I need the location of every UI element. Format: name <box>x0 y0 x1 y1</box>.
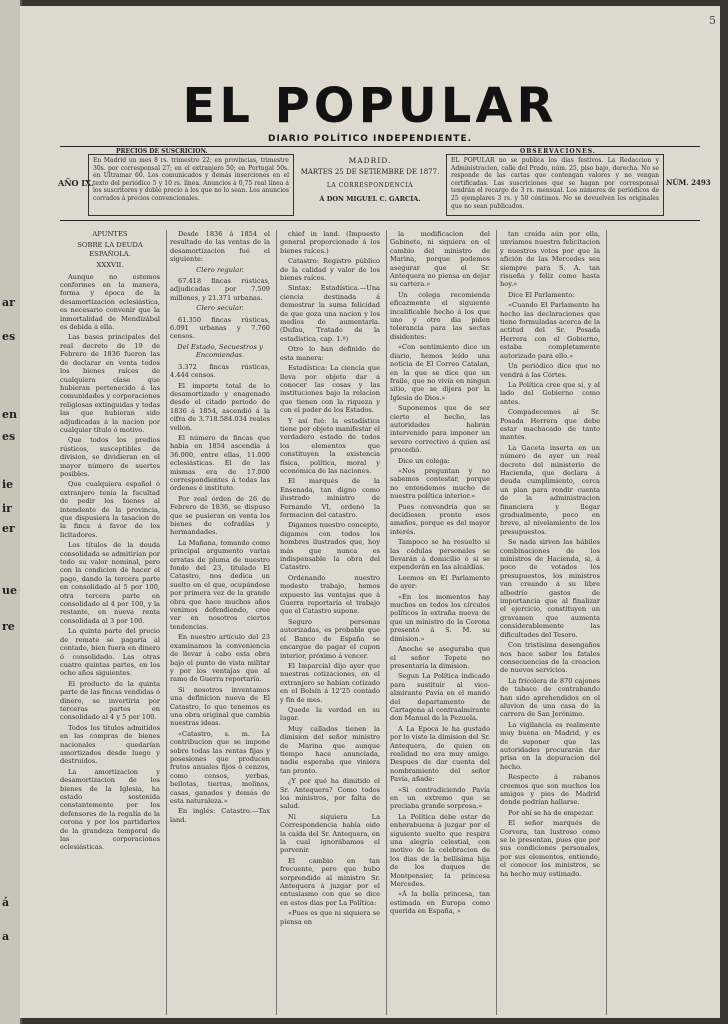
paragraph: Dice un colega: <box>398 456 450 465</box>
paragraph: Si nosotros inventamos una definicion nueva de El Catastro, lo que tenemos es una obra original que cambia nuestras ideas. <box>170 685 270 728</box>
column-2 <box>170 230 270 1010</box>
paragraph: El señor marqués de Corvera, tan lustroso como se le presentan, pues que por sus condiciones personales, por sus elementos, entiendo, el conocer los ministros, se ha hecho muy estimado. <box>500 819 600 878</box>
paragraph: La Política debe estar de enhorabuena á juzgar por el siguiente suelto que respira una alegría celestial, con motivo de la celebracion de los dias de la bellísima hija de los duques de Montpensier, la princesa Mercedes. <box>390 812 490 889</box>
paragraph: Suponemos que de ser cierto el hecho, las autoridades habrán intervenido para imponer un severo correctivo á quien así procedió. <box>390 404 490 455</box>
column-divider <box>166 230 167 1015</box>
paragraph: Se nada sirven las hábiles combinaciones de los ministros de Hacienda, si, á poco de votados los presupuestos, los ministros van creando á su libre albedrío gastos de importancia que al finalizar el ejercicio, constituyen un gravamen que aumenta considerablemente las dificultades del Tesoro. <box>500 538 600 639</box>
paragraph: Estadística: La ciencia que lleva por objeto dar á conocer las cosas y las instituciones bajo la relacion que tienen con la riqueza y con el poder de los Estados. <box>280 364 380 415</box>
column-1 <box>60 230 160 1010</box>
prev-page-fragment: re <box>2 620 15 633</box>
paragraph: «Si contradiciendo Pavía en un extremo que se preciaba grande sorpresa.» <box>390 785 490 811</box>
paragraph: La Política cree que si, y al lado del Gobierno como antes. <box>500 380 600 406</box>
paragraph: Ni siquiera La Correspondencia había oido la caída del Sr. Antequera, en la cual ignorábamos el porvenir. <box>280 812 380 855</box>
newspaper-page <box>20 6 720 1018</box>
issue-number: NÚM. 2493 <box>666 178 711 187</box>
paragraph: El marqués de la Ensenada, tan digno como ilustrado ministro de Fernando VI, ordenó la formacion del catastro. <box>280 477 380 519</box>
paragraph: Tampoco se ha resuelto si las cédulas personales se llevarán á domicilio ó si se expenderán en las alcaldías. <box>390 538 490 572</box>
column-3 <box>280 230 380 1010</box>
paragraph: «Pues es que ni siquiera se piensa en <box>280 909 380 926</box>
section-heading: Del Estado, Secuestros y Encomiendas. <box>177 342 263 360</box>
paragraph: Leemos en El Parlamento de ayer: <box>390 573 490 591</box>
precios-box <box>88 154 294 216</box>
paragraph: Aunque no estemos conformes en la manera, forma y época de la desamortizacion eclesiástica, es necesario convenir que la inmortalidad de Mendizábal es debida á ella. <box>60 272 160 332</box>
observaciones-title: OBSERVACIONES. <box>520 148 596 155</box>
table-text: 3.372 fincas rústicas, 4.444 censos. <box>170 362 270 380</box>
paragraph: ¿Y por qué ha dimitido el Sr. Antequera? Como todos los ministros, por falta de salud. <box>280 777 380 811</box>
correspondencia-name: Á DON MIGUEL C. GARCÍA. <box>319 195 421 203</box>
paragraph: Dice El Parlamento: <box>508 290 575 299</box>
column-6 <box>610 230 706 1010</box>
article-title: APUNTES <box>92 230 128 238</box>
year-box <box>58 154 95 216</box>
dateline-box <box>296 154 444 216</box>
city: MADRID. <box>348 156 392 165</box>
paragraph: Que cualquiera español ó extranjero tenía la facultad de pedir los bienes al intendente de la provincia, que dispusiera la tasacion de la finca á favor de los licitadores. <box>60 480 160 539</box>
paragraph: El importe total de lo desamortizado y enagenado desde el citado periodo de 1836 á 1854, ascendió á la cifra de 3.718.584.034 reales vellon. <box>170 381 270 432</box>
prev-page-fragment: es <box>2 330 16 343</box>
paragraph: tan creída aún por ella, unvíamos nuestra felicitacion y nuestros votos por que la afición de las Mercedes sea siempre para S. A. tan risueña y feliz como hasta hoy.» <box>500 230 600 289</box>
prev-page-fragment: ar <box>2 296 15 309</box>
paragraph: La vigilancia es realmente muy buena en Madrid, y es de suponer que las autoridades procurarán dar prisa en la depuracion del hecho. <box>500 720 600 771</box>
prev-page-fragment: ue <box>2 584 17 597</box>
paragraph: «Catastro, s. m. La contribucion que se impone sobre todas las rentas fijas y posesiones que producen frutos anuales fijos ó cenzos, como censos, yerbas, bellotas, tierras, molinos, casas, ganados y demás de esta naturaleza.» <box>170 729 270 805</box>
paragraph: Por real órden de 26 de Febrero de 1836, se dispuso que se pusieran en venta los bienes de cofradías y hermandades. <box>170 494 270 537</box>
paragraph: El cambio en tan frecuente, pero que hubo sorprendido al ministro Sr. Antequera á juzgar por el entusiasmo con que se dice en estos dias por La Política: <box>280 856 380 907</box>
header-top-rule <box>60 146 700 147</box>
prev-page-fragment: ie <box>2 478 14 491</box>
paragraph: Anoche se aseguraba que el señor Topete no presentaría la dimision. <box>390 645 490 670</box>
observaciones-box <box>446 154 664 216</box>
column-divider <box>606 230 607 1015</box>
paragraph: A La Epoca le ha gustado por lo visto la dimision del Sr. Antequera, de quien en realidad no era muy amigo. Despues de dar cuenta del nombramiento del señor Pavía, añade: <box>390 724 490 784</box>
paragraph: La Gaceta inserta en un número de ayer un real decreto del ministerio de Hacienda, que declara á deuda cumplimiento, cerca un plan para rendir cuenta de la administracion financiera y llegar gradualmente, poco en breve, al nivelamiento de los presupuestos. <box>500 443 600 536</box>
paragraph: «En los momentos hay muchos en todos los círculos políticos la extraña nueva de que un ministro de la Corona presentó á S. M. su dimision.» <box>390 592 490 643</box>
paragraph: La amortizacion y desamortizacion de los bienes de la Iglesia, ha estado sostenida constantemente por los defensores de la regalía de la corona y por los partidarios de la grandeza temporal de las corporaciones eclesiásticas. <box>60 767 160 852</box>
paragraph: Muy callados tienen la dimision del señor ministro de Marina que aunque tiempo hace anunciada, nadie esperaba que viniera tan pronto. <box>280 724 380 775</box>
paragraph: Sintax: Estadística.—Una ciencia destinada á demostrar la suma felicidad de que goza una nacion y los medios de aumentarla. (Dufau, Tratado de la estadística, cap. 1.º) <box>280 284 380 343</box>
section-heading: Clero regular. <box>196 265 244 274</box>
prev-page-fragment: a <box>2 930 10 943</box>
column-divider <box>386 230 387 1015</box>
paragraph: Digamos nuestro concepto, digamos con todos los hombres ilustrados que, hoy más que nunca es indispensable la obra del Catastro. <box>280 521 380 572</box>
paragraph: La fricolera de 870 cajones de tabaco de contrabando han sido aprehendidos en el aluvion de una casa de la carrera de San Jerónimo. <box>500 676 600 719</box>
section-heading: Clero secular. <box>196 304 244 313</box>
prev-page-fragment: á <box>2 896 10 909</box>
paragraph: Por ahí se ha de empezar. <box>508 808 594 817</box>
column-divider <box>276 230 277 1015</box>
paragraph: Catastro: Registro público de la calidad y valor de los bienes raíces. <box>280 257 380 283</box>
paragraph: El número de fincas que había en 1854 ascendía á 36.000, entre ellas, 11.000 eclesiásticas. El de las mismas era de 17.000 correspondientes á todas las órdenes é instituto. <box>170 433 270 493</box>
paragraph: Otro lo han definido de esta manera: <box>280 345 380 362</box>
prev-page-fragment: en <box>2 408 17 421</box>
newspaper-subtitle: DIARIO POLÍTICO INDEPENDIENTE. <box>267 134 473 144</box>
paragraph: Compadecemos al Sr. Posada Herrera que debe estar machacado de tanto mantes. <box>500 408 600 442</box>
paragraph: «Á la bella princesa, tan estimada en Europa como querida en España, » <box>390 890 490 916</box>
article-number: XXXVII. <box>96 261 124 270</box>
paragraph: Quede la verdad en su lugar. <box>280 705 380 723</box>
paragraph: Un periódico dice que no vendrá á las Córtes. <box>500 362 600 379</box>
masthead <box>20 80 720 144</box>
precios-text: En Madrid un mes 8 rs. trimestre 22; en provincias, trimestre 30s. por corresponsal 27; en el extranjero 50; en Portugal 50s. en Ultramar 60. Los comunicados y demás inserciones en el texto del periódico 5 y 10 rs. línea. Anuncios á 0,75 real línea á los suscritores y doble precio á los que no lo sean. Los anuncios corrados á precios convencionales. <box>93 157 289 202</box>
prev-page-fragment: es <box>2 430 16 443</box>
paragraph: Respecto á rabanos creemos que son muchos los amigos y pies de Madrid donde podrían hallarse. <box>500 773 600 807</box>
paragraph: Pues convendría que se decidiesen pronto esos amaños, porque es del mayor interés. <box>390 502 490 536</box>
previous-page-edge <box>0 0 22 1024</box>
paragraph: La Mañana, tomando como principal argumento varias erratas de pluma de nuestro fondo del 23, titulado El Catastro, nos dedica un suelto en el que, ocupándose por primera vez de la grande obra que hace muchos años venimos defendiendo, cree ver en nosotros ciertos tendencias. <box>170 538 270 631</box>
paragraph: Desde 1836 á 1854 el resultado de las ventas de la desamortizacion fué el siguiente: <box>170 230 270 264</box>
paragraph: Ordenando nuestro modesto trabajo, hemos expuesto las ventajas que á Guerra reportaría el trabajo que el Catastro supone. <box>280 573 380 616</box>
paragraph: chief in land. (Impuesto general proporcionado á los bienes raíces.) <box>280 230 380 255</box>
prev-page-fragment: er <box>2 522 15 535</box>
paragraph: En nuestro artículo del 23 examinamos la conveniencia de llevar á cabo esta obra bajo el punto de vista militar y por los ventajas que al ramo de Guerra reportaría. <box>170 633 270 684</box>
observaciones-text: EL POPULAR no se publica los días festivos. La Redaccion y Administracion, calle del Prado, núm. 25, piso bajo, derecha. No se responde de las cartas que contengan valores y no vengan certificadas. Las suscriciones que se hagan por corresponsal tendrán el recargo de 3 rs. mensual. Los números de periódicos de 25 ejemplares 3 rs. y 50 céntimos. No se devuelven los originales que no sean publicados. <box>451 157 659 210</box>
column-5 <box>500 230 600 1010</box>
column-4 <box>390 230 490 1010</box>
paragraph: La quinta parte del precio de remate se pagaría al contado, bien fuera en dinero ó consolidado. Las otras cuatro quintas partes, en los ocho años siguientes. <box>60 627 160 678</box>
prev-page-fragment: ir <box>2 502 12 515</box>
paragraph: Los títulos de la deuda consolidada se admitirían por todo su valor nominal, pero con la condicion de hacer el pago, dando la tercera parte en consolidado al 5 por 100, otra tercera parte en consolidado al 4 por 100, y la restante, en nueva renta consolidada al 3 por 100. <box>60 541 160 625</box>
newspaper-title: EL POPULAR <box>182 78 558 134</box>
paragraph: Las bases principales del real decreto de 19 de Febrero de 1836 fueron las de declarar en venta todos los bienes raíces de cualquiera clase que hubieran pertenecido á las comunidades y corporaciones religiosas extinguidas y todas las que hubieran sido adjudicadas á la nacion por cualquier título ó motivo. <box>60 333 160 434</box>
precios-title: PRECIOS DE SUSCRICION. <box>116 148 208 155</box>
column-divider <box>496 230 497 1015</box>
paragraph: Segun La Política indicado para sustituir al vice-almirante Pavía en el mando del departamento de Cartagena al contraalmirante don Manuel de la Pezuela. <box>390 672 490 723</box>
issue-date: MARTES 25 DE SETIEMBRE DE 1877. <box>300 168 440 176</box>
paragraph: El producto de la quinta parte de las fincas vendidas ó dinero, se invertiria por terceras partes en consolidado al 4 y 5 por 100. <box>60 679 160 722</box>
table-text: 67.418 fincas rústicas, adjudicadas por 7.509 millones, y 21.371 urbanas. <box>170 277 270 302</box>
paragraph: Con tristísima desengaños nos hace saber los fatales consecuencias de la creacion de nuevos servicios. <box>500 641 600 675</box>
paragraph: «Cuando El Parlamento ha hecho las declaraciones que tiene formuladas acerca de la actitud del Sr. Posada Herrera con el Gobierno, estaba completamente autorizado para ello.» <box>500 301 600 360</box>
paragraph: Un colega recomienda eficazmente el siguiente incalificable hecho á los que uno y otro dia piden tolerancia para las sectas disidentes: <box>390 290 490 341</box>
correspondencia-title: LA CORRESPONDENCIA <box>326 182 414 189</box>
paragraph: Y así fué: la estadística tiene por objeto manifestar el verdadero estado de todos los elementos que constituyen la existencia física, política, moral y económica de las naciones. <box>280 416 380 475</box>
paragraph: la modificacion del Gabinete, ni siquiera en el cambio del ministro de Marina, porque podemos asegurar que el Sr. Antequera no piensa en dejar su cartera.» <box>390 230 490 289</box>
paragraph: Que todos los predios rústicos, susceptibles de division, se dividieran en el mayor número de suertes posibles. <box>60 436 160 478</box>
paragraph: Todos los títulos admitidos en las compras de bienes nacionales quedarían amortizados desde luego y destruidos. <box>60 723 160 766</box>
paragraph: «Con sentimiento dice un diario, hemos leído una noticia de El Correo Catalan, en la que se dice que un fraile, que no vivía en ningun sitio, que se dijera por la Iglesia de Dios.» <box>390 343 490 402</box>
table-text: 61.350 fincas rústicas, 6.091 urbanas y 7.760 censos. <box>170 315 270 341</box>
article-subtitle: SOBRE LA DEUDA ESPAÑOLA. <box>77 241 143 258</box>
paragraph: En inglés: Catastro.—Tax land. <box>170 807 270 824</box>
page-number: 5 <box>709 14 716 27</box>
paragraph: «Nos preguntan y no sabemos contestar, porque no entendemos mucho de nuestra política interior.» <box>390 466 490 501</box>
year-label: AÑO IX. <box>58 178 95 188</box>
paragraph: Seguro personas autorizadas, es probable que el Banco de España se encargue de pagar el cupon interior, próximo á vencer. <box>280 617 380 660</box>
paragraph: El Imparcial dijo ayer que nuestras cotizaciones, en el extranjero se habian cotizado en el Bolsín á 12’25 contado y fin de mes. <box>280 661 380 704</box>
number-box <box>666 154 712 216</box>
header-bottom-rule <box>60 220 700 221</box>
